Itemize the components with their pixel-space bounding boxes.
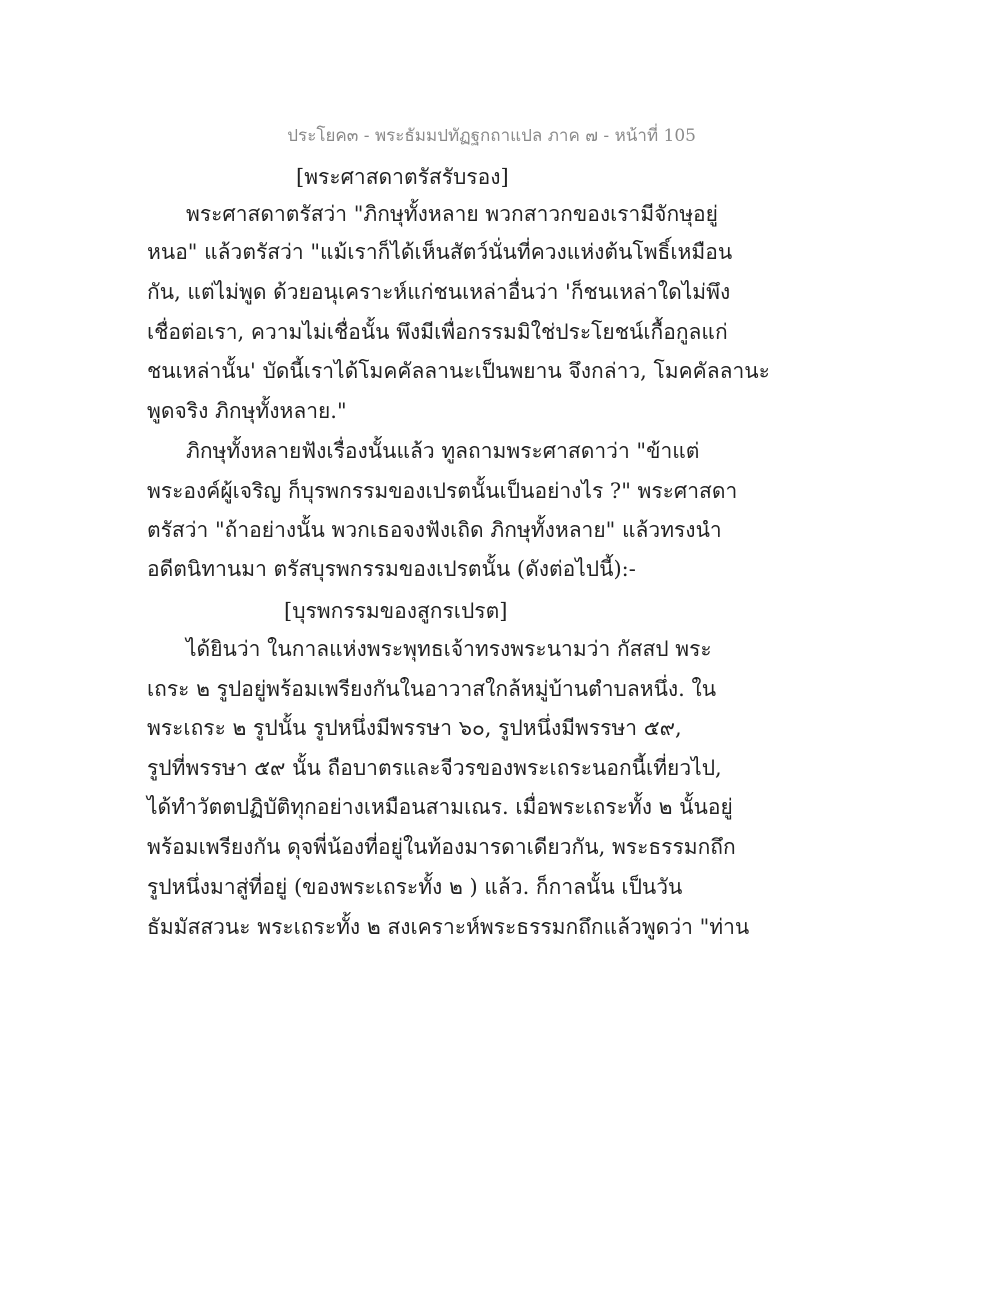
paragraph-line: กัน, แต่ไม่พูด ด้วยอนุเคราะห์แก่ชนเหล่าอื่นว่า 'ก็ชนเหล่าใดไม่พึง	[147, 280, 731, 304]
paragraph-line: รูปที่พรรษา ๕๙ นั้น ถือบาตรและจีวรของพระเถระนอกนี้เที่ยวไป,	[147, 756, 722, 780]
paragraph-line: เถระ ๒ รูปอยู่พร้อมเพรียงกันในอาวาสใกล้หมู่บ้านตำบลหนึ่ง. ใน	[147, 677, 717, 701]
paragraph-line: เชื่อต่อเรา, ความไม่เชื่อนั้น พึงมีเพื่อกรรมมิใช่ประโยชน์เกื้อกูลแก่	[147, 320, 728, 344]
paragraph-line: ภิกษุทั้งหลายฟังเรื่องนั้นแล้ว ทูลถามพระศาสดาว่า "ข้าแต่	[186, 439, 700, 463]
paragraph-line: รูปหนึ่งมาสู่ที่อยู่ (ของพระเถระทั้ง ๒ ) แล้ว. ก็กาลนั้น เป็นวัน	[147, 875, 683, 899]
paragraph-line: พระศาสดาตรัสว่า "ภิกษุทั้งหลาย พวกสาวกของเรามีจักษุอยู่	[186, 202, 718, 226]
paragraph-line: ธัมมัสสวนะ พระเถระทั้ง ๒ สงเคราะห์พระธรรมกถึกแล้วพูดว่า "ท่าน	[147, 915, 750, 939]
paragraph-line: หนอ" แล้วตรัสว่า "แม้เราก็ได้เห็นสัตว์นั่นที่ควงแห่งต้นโพธิ์เหมือน	[147, 240, 733, 264]
section-heading-past-karma: [บุรพกรรมของสูกรเปรต]	[284, 599, 508, 623]
paragraph-line: พระองค์ผู้เจริญ ก็บุรพกรรมของเปรตนั้นเป็นอย่างไร ?" พระศาสดา	[147, 479, 738, 503]
paragraph-line: ได้ยินว่า ในกาลแห่งพระพุทธเจ้าทรงพระนามว่า กัสสป พระ	[186, 637, 712, 661]
section-heading-endorsement: [พระศาสดาตรัสรับรอง]	[296, 165, 509, 189]
running-header: ประโยค๓ - พระธัมมปทัฏฐกถาแปล ภาค ๗ - หน้าที่ 105	[287, 126, 696, 146]
paragraph-line: ได้ทำวัตตปฏิบัติทุกอย่างเหมือนสามเณร. เมื่อพระเถระทั้ง ๒ นั้นอยู่	[147, 795, 733, 819]
paragraph-line: ชนเหล่านั้น' บัดนี้เราได้โมคคัลลานะเป็นพยาน จึงกล่าว, โมคคัลลานะ	[147, 359, 770, 383]
paragraph-line: พระเถระ ๒ รูปนั้น รูปหนึ่งมีพรรษา ๖๐, รูปหนึ่งมีพรรษา ๕๙,	[147, 716, 682, 740]
paragraph-line: ตรัสว่า "ถ้าอย่างนั้น พวกเธอจงฟังเถิด ภิกษุทั้งหลาย" แล้วทรงนำ	[147, 518, 722, 542]
paragraph-line: พร้อมเพรียงกัน ดุจพี่น้องที่อยู่ในท้องมารดาเดียวกัน, พระธรรมกถึก	[147, 835, 736, 859]
paragraph-line: อดีตนิทานมา ตรัสบุรพกรรมของเปรตนั้น (ดังต่อไปนี้):-	[147, 557, 636, 581]
paragraph-line: พูดจริง ภิกษุทั้งหลาย."	[147, 399, 347, 423]
